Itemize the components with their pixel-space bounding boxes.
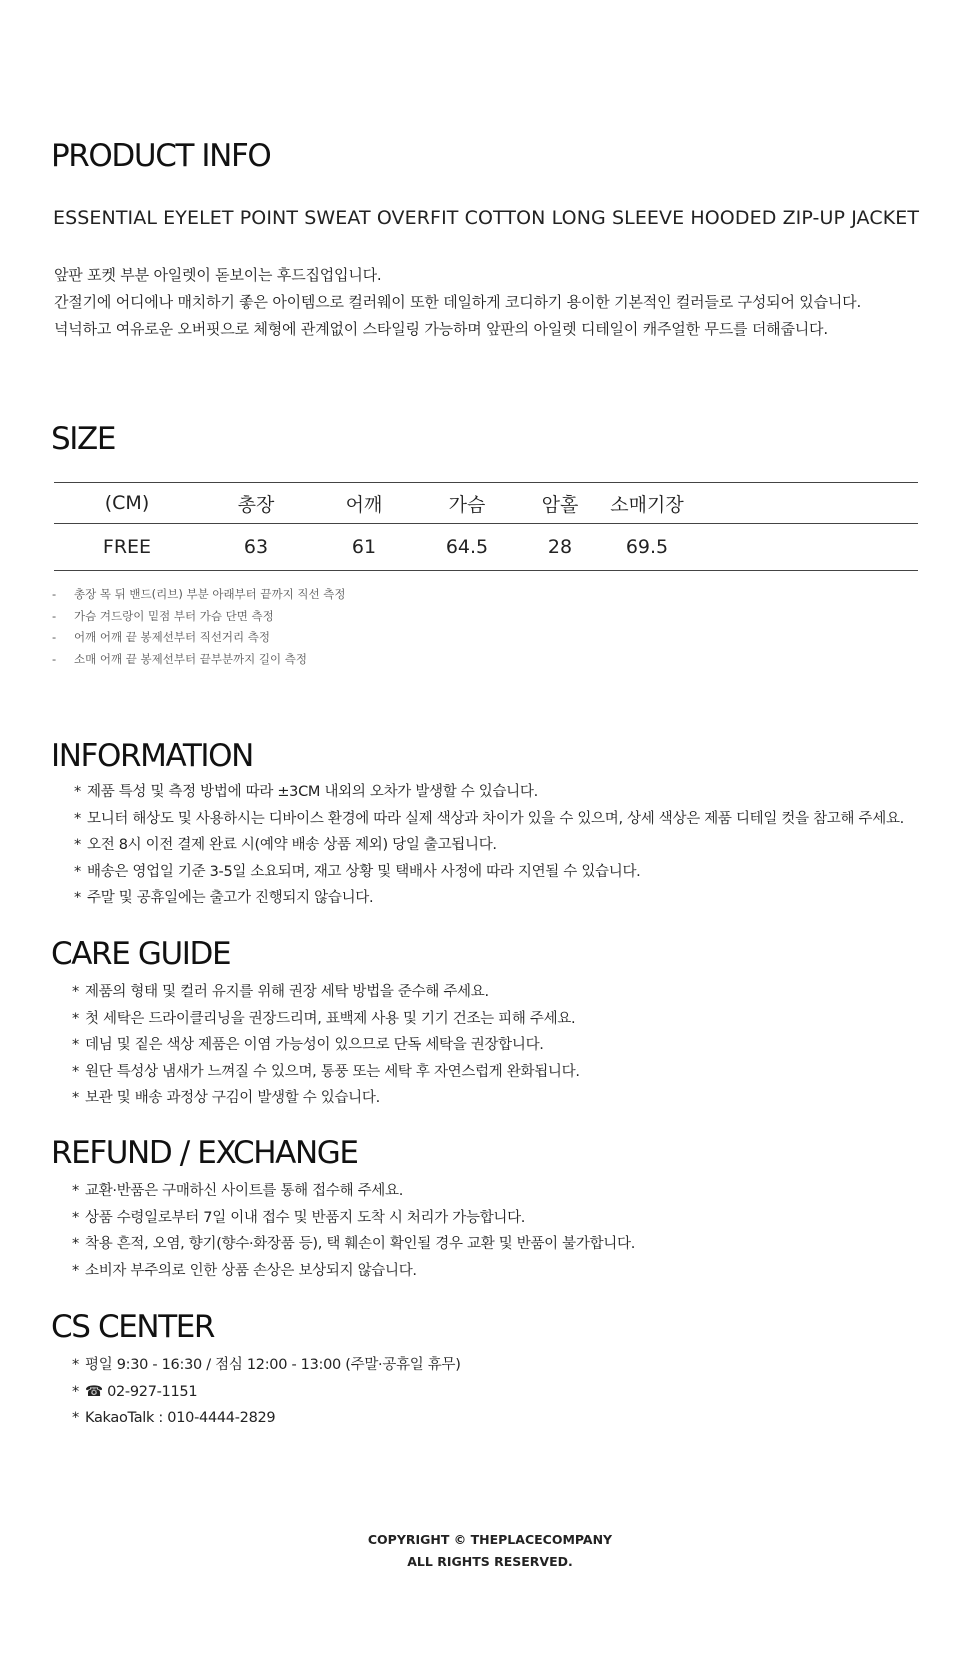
list-item [52, 627, 346, 649]
column-header-sleeve: 소매기장 [602, 483, 692, 524]
care-guide-heading: CARE GUIDE [51, 936, 231, 972]
bullet-marker: * [72, 1262, 79, 1279]
list-item [72, 1006, 580, 1033]
chest-cell: 64.5 [416, 524, 518, 571]
size-label-cell: FREE [54, 524, 200, 571]
item-text: 데님 및 짙은 색상 제품은 이염 가능성이 있으므로 단독 세탁을 권장합니다. [85, 1037, 544, 1053]
footer [0, 1529, 960, 1573]
refund-exchange-list [72, 1178, 635, 1284]
copyright-text: COPYRIGHT © THEPLACECOMPANY [367, 1532, 613, 1547]
list-item [74, 779, 904, 806]
list-item [72, 1059, 580, 1086]
bullet-marker: * [74, 863, 81, 880]
item-text: 보관 및 배송 과정상 구김이 발생할 수 있습니다. [85, 1090, 380, 1106]
care-guide-list [72, 979, 580, 1112]
length-cell: 63 [200, 524, 312, 571]
note-text: 소매 어깨 끝 봉제선부터 끝부분까지 길이 측정 [74, 651, 308, 666]
list-item [72, 1258, 635, 1285]
dash-marker: - [52, 630, 57, 644]
phone-number: ☎ 02-927-1151 [85, 1383, 198, 1400]
bullet-marker: * [72, 1037, 79, 1053]
note-text: 총장 목 뒤 밴드(리브) 부분 아래부터 끝까지 직선 측정 [74, 587, 346, 601]
bullet-marker: * [74, 810, 81, 827]
size-heading: SIZE [51, 421, 116, 457]
item-text: 배송은 영업일 기준 3-5일 소요되며, 재고 상황 및 택배사 사정에 따라 지연될 수 있습니다. [87, 863, 641, 880]
rights-text: ALL RIGHTS RESERVED. [407, 1554, 573, 1569]
bullet-marker: * [72, 1010, 79, 1027]
list-item [72, 1379, 461, 1406]
dash-marker: - [52, 651, 57, 666]
bullet-marker: * [74, 784, 81, 800]
list-item [74, 832, 904, 859]
business-hours: 평일 9:30 - 16:30 / 점심 12:00 - 13:00 (주말·공휴일 휴무) [85, 1357, 461, 1373]
kakaotalk-contact: KakaoTalk : 010-4444-2829 [85, 1410, 276, 1426]
product-info-heading: PRODUCT INFO [51, 138, 271, 174]
bullet-marker: * [72, 1063, 79, 1080]
item-text: 상품 수령일로부터 7일 이내 접수 및 반품지 도착 시 처리가 가능합니다. [85, 1209, 526, 1226]
size-table-header [54, 483, 918, 524]
cs-center-heading: CS CENTER [51, 1309, 215, 1345]
item-text: 소비자 부주의로 인한 상품 손상은 보상되지 않습니다. [85, 1262, 417, 1279]
cs-center-list [72, 1352, 461, 1432]
list-item [72, 1405, 461, 1432]
list-item [72, 1085, 580, 1112]
list-item [72, 1231, 635, 1258]
information-list [74, 779, 904, 912]
armhole-cell: 28 [518, 524, 602, 571]
table-row [54, 524, 918, 571]
item-text: 주말 및 공휴일에는 출고가 진행되지 않습니다. [87, 890, 374, 906]
list-item [52, 584, 346, 606]
list-item [52, 606, 346, 628]
item-text: 교환·반품은 구매하신 사이트를 통해 접수해 주세요. [85, 1183, 404, 1199]
column-header-chest: 가슴 [416, 483, 518, 524]
list-item [72, 979, 580, 1006]
empty-cell [692, 524, 918, 571]
dash-marker: - [52, 608, 57, 623]
product-name: ESSENTIAL EYELET POINT SWEAT OVERFIT COTTON LONG SLEEVE HOODED ZIP-UP JACKET [53, 207, 920, 229]
description-line: 넉넉하고 여유로운 오버핏으로 체형에 관계없이 스타일링 가능하며 앞판의 아일렛 디테일이 캐주얼한 무드를 더해줍니다. [54, 320, 828, 338]
list-item [52, 649, 346, 671]
list-item [72, 1352, 461, 1379]
bullet-marker: * [72, 1090, 79, 1106]
item-text: 착용 흔적, 오염, 향기(향수·화장품 등), 택 훼손이 확인될 경우 교환 및 반품이 불가합니다. [85, 1236, 636, 1252]
list-item [72, 1032, 580, 1059]
description-line: 간절기에 어디에나 매치하기 좋은 아이템으로 컬러웨이 또한 데일하게 코디하기 용이한 기본적인 컬러들로 구성되어 있습니다. [54, 293, 862, 311]
bullet-marker: * [72, 1236, 79, 1252]
item-text: 모니터 해상도 및 사용하시는 디바이스 환경에 따라 실제 색상과 차이가 있을 수 있으며, 상세 색상은 제품 디테일 컷을 참고해 주세요. [87, 810, 904, 827]
shoulder-cell: 61 [312, 524, 416, 571]
item-text: 첫 세탁은 드라이클리닝을 권장드리며, 표백제 사용 및 기기 건조는 피해 주세요. [85, 1010, 576, 1027]
item-text: 오전 8시 이전 결제 완료 시(예약 배송 상품 제외) 당일 출고됩니다. [87, 837, 497, 853]
list-item [74, 806, 904, 833]
description-line: 앞판 포켓 부분 아일렛이 돋보이는 후드집업입니다. [54, 266, 382, 284]
note-text: 어깨 어깨 끝 봉제선부터 직선거리 측정 [74, 630, 271, 644]
dash-marker: - [52, 587, 57, 601]
list-item [74, 885, 904, 912]
refund-exchange-heading: REFUND / EXCHANGE [51, 1135, 358, 1171]
list-item [72, 1178, 635, 1205]
note-text: 가슴 겨드랑이 밑점 부터 가슴 단면 측정 [74, 608, 274, 623]
list-item [74, 859, 904, 886]
bullet-marker: * [72, 1383, 79, 1400]
item-text: 제품 특성 및 측정 방법에 따라 ±3CM 내외의 오차가 발생할 수 있습니다. [87, 784, 538, 800]
bullet-marker: * [72, 1410, 79, 1426]
item-text: 원단 특성상 냄새가 느껴질 수 있으며, 통풍 또는 세탁 후 자연스럽게 완화됩니다. [85, 1063, 580, 1080]
item-text: 제품의 형태 및 컬러 유지를 위해 권장 세탁 방법을 준수해 주세요. [85, 984, 489, 1000]
column-header-length: 총장 [200, 483, 312, 524]
bullet-marker: * [72, 984, 79, 1000]
bullet-marker: * [72, 1357, 79, 1373]
column-header-shoulder: 어깨 [312, 483, 416, 524]
sleeve-cell: 69.5 [602, 524, 692, 571]
size-notes [52, 584, 346, 670]
bullet-marker: * [72, 1183, 79, 1199]
product-description [54, 262, 861, 343]
bullet-marker: * [74, 837, 81, 853]
bullet-marker: * [72, 1209, 79, 1226]
information-heading: INFORMATION [51, 738, 253, 774]
column-header-empty [692, 483, 918, 524]
list-item [72, 1205, 635, 1232]
column-header-armhole: 암홀 [518, 483, 602, 524]
size-table [54, 482, 918, 571]
bullet-marker: * [74, 890, 81, 906]
column-header-unit: (CM) [54, 483, 200, 524]
